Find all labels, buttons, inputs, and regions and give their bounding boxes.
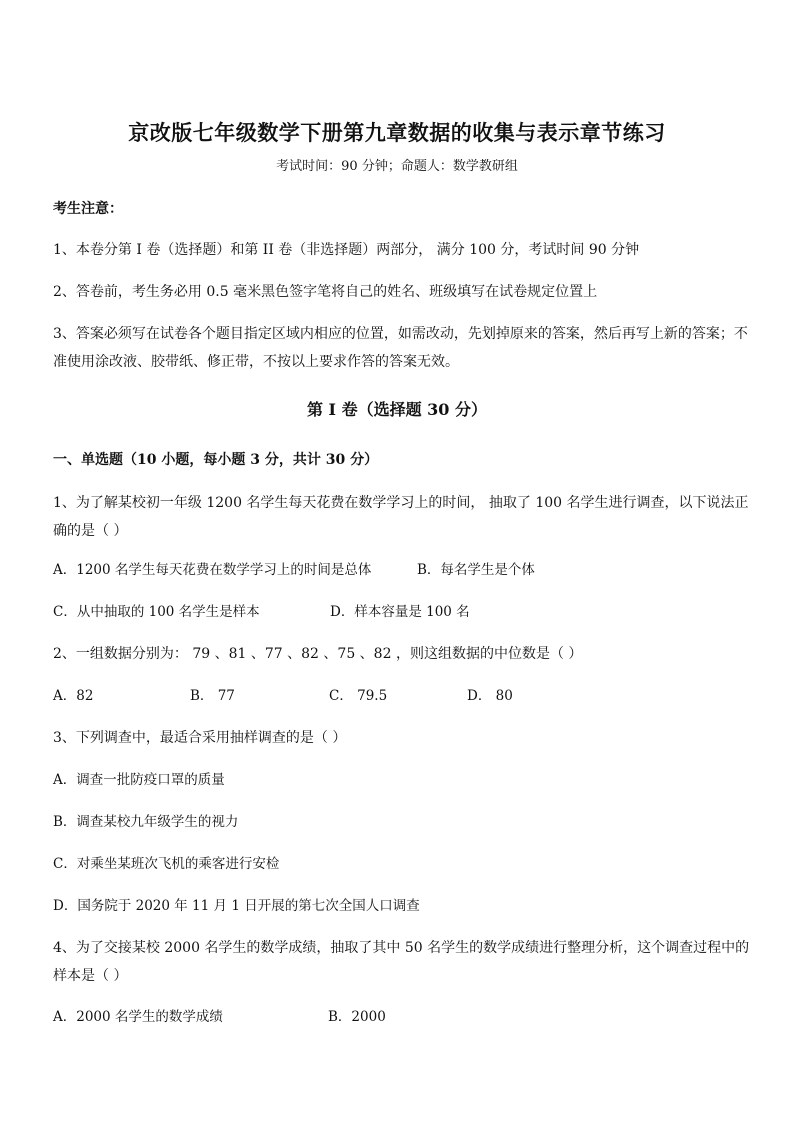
question-2-stem: 2、一组数据分别为： 79 、81 、77 、82 、75 、82 ，则这组数据的中位数是（ ） — [53, 646, 583, 662]
question-3-option-a: A．调查一批防疫口罩的质量 — [53, 772, 225, 788]
question-1-stem: 1、为了解某校初一年级 1200 名学生每天花费在数学学习上的时间， 抽取了 100 名学生进行调查，以下说法正确的是（ ） — [53, 495, 749, 539]
question-1-option-a: A．1200 名学生每天花费在数学学习上的时间是总体 — [53, 562, 372, 578]
question-4-stem: 4、为了交接某校 2000 名学生的数学成绩，抽取了其中 50 名学生的数学成绩进行整理分析，这个调查过程中的样本是（ ） — [53, 940, 750, 984]
question-2-option-a: A．82 — [53, 688, 94, 704]
question-3-stem: 3、下列调查中，最适合采用抽样调查的是（ ） — [53, 730, 347, 746]
question-1-option-d: D．样本容量是 100 名 — [330, 604, 470, 620]
question-2-option-b: B． 77 — [190, 688, 235, 704]
question-3-option-c: C．对乘坐某班次飞机的乘客进行安检 — [53, 856, 280, 872]
question-1-option-b: B．每名学生是个体 — [417, 562, 535, 578]
notice-item-2: 2、答卷前，考生务必用 0.5 毫米黑色签字笔将自己的姓名、班级填写在试卷规定位置上 — [53, 284, 598, 300]
section-title: 第 I 卷（选择题 30 分） — [306, 400, 488, 419]
question-4-option-b: B．2000 — [328, 1009, 386, 1025]
exam-subtitle: 考试时间：90 分钟；命题人：数学教研组 — [276, 159, 518, 174]
question-2-option-c: C． 79.5 — [329, 688, 388, 704]
question-3-option-d: D．国务院于 2020 年 11 月 1 日开展的第七次全国人口调查 — [53, 898, 420, 914]
notice-heading: 考生注意： — [53, 201, 123, 217]
notice-item-1: 1、本卷分第 I 卷（选择题）和第 II 卷（非选择题）两部分， 满分 100 分，考试时间 90 分钟 — [53, 242, 640, 258]
part-heading: 一、单选题（10 小题，每小题 3 分，共计 30 分） — [53, 452, 379, 468]
question-2-option-d: D． 80 — [467, 688, 513, 704]
question-1-option-c: C．从中抽取的 100 名学生是样本 — [53, 604, 260, 620]
exam-title: 京改版七年级数学下册第九章数据的收集与表示章节练习 — [128, 120, 666, 145]
question-4-option-a: A．2000 名学生的数学成绩 — [53, 1009, 223, 1025]
question-3-option-b: B．调查某校九年级学生的视力 — [53, 814, 239, 830]
notice-item-3: 3、答案必须写在试卷各个题目指定区域内相应的位置，如需改动，先划掉原来的答案，然后再写上新的答案；不准使用涂改液、胶带纸、修正带，不按以上要求作答的答案无效。 — [53, 326, 748, 370]
